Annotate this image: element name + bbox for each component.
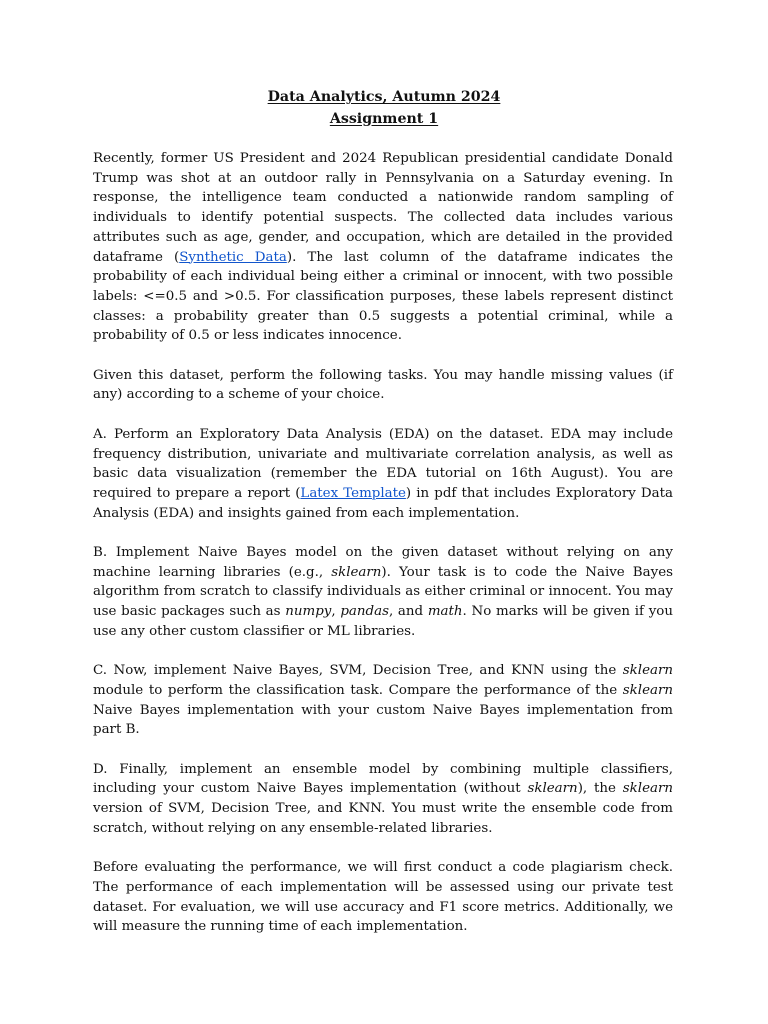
intro-text-1: Recently, former US President and 2024 Republican presidential candidate Donald Trump was shot at an outdoor rally in Pennsylvania on a Saturday evening. In response, the intelligence team conducted a nationwide random sampling of individuals to identify potential suspects. The collected data includes various attributes such as age, gender, and occupation, which are detailed in the provided dataframe ( xyxy=(93,151,673,265)
task-c-text-3: Naive Bayes implementation with your custom Naive Bayes implementation from part B. xyxy=(93,702,673,738)
task-d-text-3: version of SVM, Decision Tree, and KNN. You must write the ensemble code from scratch, without relying on any ensemble-related libraries. xyxy=(93,801,673,836)
task-b-text-3: , xyxy=(331,604,341,620)
document-body xyxy=(93,149,673,957)
task-b-paragraph xyxy=(93,543,673,642)
document-title: Data Analytics, Autumn 2024 xyxy=(267,89,501,105)
task-b-em-sklearn: sklearn xyxy=(331,564,382,580)
task-c-em-sklearn-2: sklearn xyxy=(622,682,673,698)
document-subtitle: Assignment 1 xyxy=(329,110,439,127)
task-a-text-1: A. Perform an Exploratory Data Analysis (EDA) on the dataset. EDA may include frequency distribution, univariate and multivariate correlation analysis, as well as basic data visualization (remember the EDA tutorial on 16th August). You are required to prepare a report ( xyxy=(93,426,673,501)
task-b-text-4: , and xyxy=(388,604,428,620)
task-b-em-numpy: numpy xyxy=(285,604,332,620)
task-a-text-2: ) in pdf that includes Exploratory Data Analysis (EDA) and insights gained from each implementation. xyxy=(93,485,673,521)
latex-template-link[interactable]: Latex Template xyxy=(300,485,406,501)
evaluation-paragraph: Before evaluating the performance, we will first conduct a code plagiarism check. The performance of each implementation will be assessed using our private test dataset. For evaluation, we will use accuracy and F1 score metrics. Additionally, we will measure the running time of each implementation. xyxy=(93,860,673,935)
title-block xyxy=(0,87,768,130)
task-d-text-1: D. Finally, implement an ensemble model by combining multiple classifiers, including your custom Naive Bayes implementation (without xyxy=(93,761,673,797)
task-b-text-1: B. Implement Naive Bayes model on the given dataset without relying on any machine learning libraries (e.g., xyxy=(93,545,673,580)
task-c-paragraph xyxy=(93,661,673,740)
task-b-em-math: math xyxy=(427,604,463,620)
given-paragraph: Given this dataset, perform the following tasks. You may handle missing values (if any) according to a scheme of your choice. xyxy=(93,367,673,403)
task-a-paragraph xyxy=(93,425,673,524)
task-d-em-sklearn-1: sklearn xyxy=(527,781,578,797)
task-d-text-2: ), the xyxy=(577,781,623,797)
task-b-text-2: ). Your task is to code the Naive Bayes algorithm from scratch to classify individuals as either criminal or innocent. You may use basic packages such as xyxy=(93,564,673,620)
task-b-text-5: . No marks will be given if you use any other custom classifier or ML libraries. xyxy=(93,604,673,639)
task-c-text-1: C. Now, implement Naive Bayes, SVM, Decision Tree, and KNN using the xyxy=(93,663,623,679)
task-d-em-sklearn-2: sklearn xyxy=(622,781,673,797)
task-d-paragraph xyxy=(93,760,673,839)
synthetic-data-link[interactable]: Synthetic Data xyxy=(179,249,287,265)
intro-text-2: ). The last column of the dataframe indicates the probability of each individual being either a criminal or innocent, with two possible labels: <=0.5 and >0.5. For classification purposes, these labels represent distinct classes: a probability greater than 0.5 suggests a potential criminal, while a probability of 0.5 or less indicates innocence. xyxy=(93,249,673,344)
intro-paragraph xyxy=(93,149,673,346)
task-c-em-sklearn-1: sklearn xyxy=(622,663,673,679)
task-b-em-pandas: pandas xyxy=(340,604,389,620)
task-c-text-2: module to perform the classification task. Compare the performance of the xyxy=(93,682,623,698)
